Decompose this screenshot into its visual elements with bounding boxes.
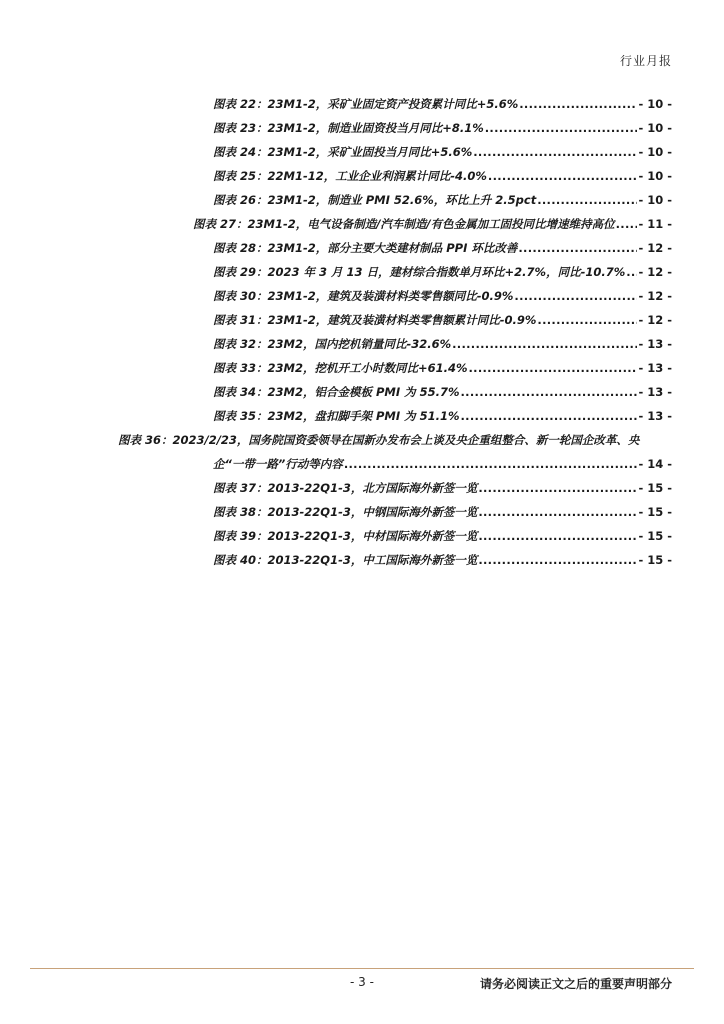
toc-leader-dots [461, 408, 638, 424]
toc-entry-label: 图表 37：2013-22Q1-3，北方国际海外新签一览 [213, 481, 478, 495]
toc-entry-39[interactable] [213, 528, 672, 544]
toc-entry-23[interactable] [213, 120, 672, 136]
toc-page-number: - 11 - [638, 217, 672, 231]
toc-entry-32[interactable] [213, 336, 672, 352]
toc-entry-label: 图表 22：23M1-2，采矿业固定资产投资累计同比+5.6% [213, 97, 519, 111]
toc-entry-label: 图表 40：2013-22Q1-3，中工国际海外新签一览 [213, 553, 478, 567]
toc-leader-dots [485, 120, 638, 136]
toc-entry-34[interactable] [213, 384, 672, 400]
toc-leader-dots [452, 336, 637, 352]
footer-divider [30, 968, 694, 969]
toc-page-number: - 10 - [638, 121, 672, 135]
toc-entry-37[interactable] [213, 480, 672, 496]
footer-page-number: - 3 - [350, 975, 374, 989]
toc-entry-label: 图表 31：23M1-2，建筑及装潢材料类零售额累计同比-0.9% [213, 313, 537, 327]
toc-page-number: - 13 - [638, 361, 672, 375]
toc-leader-dots [473, 144, 637, 160]
toc-page-number: - 14 - [638, 457, 672, 471]
toc-entry-31[interactable] [213, 312, 672, 328]
toc-entry-label: 图表 26：23M1-2，制造业 PMI 52.6%，环比上升 2.5pct [213, 193, 537, 207]
toc-page-number: - 12 - [638, 265, 672, 279]
toc-leader-dots [469, 360, 638, 376]
toc-entry-label: 图表 29：2023 年 3 月 13 日，建材综合指数单月环比+2.7%，同比-10.7% [213, 265, 626, 279]
toc-entry-30[interactable] [213, 288, 672, 304]
toc-entry-label: 图表 34：23M2，铝合金模板 PMI 为 55.7% [213, 385, 460, 399]
toc-entry-label: 图表 27：23M1-2，电气设备制造/汽车制造/有色金属加工固投同比增速维持高位 [193, 217, 615, 231]
footer-disclaimer-note: 请务必阅读正文之后的重要声明部分 [479, 977, 672, 991]
toc-leader-dots [478, 528, 637, 544]
toc-entry-28[interactable] [213, 240, 672, 256]
toc-leader-dots [478, 480, 637, 496]
toc-leader-dots [537, 192, 637, 208]
toc-leader-dots [478, 504, 637, 520]
toc-leader-dots [616, 216, 638, 232]
toc-leader-dots [519, 96, 637, 112]
toc-entry-35[interactable] [213, 408, 672, 424]
toc-entry-label: 图表 25：22M1-12，工业企业利润累计同比-4.0% [213, 169, 487, 183]
toc-entry-26[interactable] [213, 192, 672, 208]
toc-entry-label: 图表 24：23M1-2，采矿业固投当月同比+5.6% [213, 145, 473, 159]
toc-entry-label: 图表 38：2013-22Q1-3，中钢国际海外新签一览 [213, 505, 478, 519]
toc-page-number: - 13 - [638, 337, 672, 351]
toc-page-number: - 10 - [638, 97, 672, 111]
toc-page-number: - 13 - [638, 385, 672, 399]
toc-entry-label: 图表 36：2023/2/23，国务院国资委领导在国新办发布会上谈及央企重组整合、新一轮国企改革、央 [118, 433, 640, 447]
toc-entry-label: 图表 33：23M2，挖机开工小时数同比+61.4% [213, 361, 468, 375]
report-type-header: 行业月报 [619, 54, 672, 68]
toc-entry-29[interactable] [213, 264, 672, 280]
toc-leader-dots [518, 240, 637, 256]
toc-leader-dots [344, 456, 638, 472]
toc-entry-25[interactable] [213, 168, 672, 184]
toc-entry-label: 图表 39：2013-22Q1-3，中材国际海外新签一览 [213, 529, 478, 543]
toc-entry-36-continued[interactable] [213, 456, 672, 472]
toc-entry-label: 企“一带一路”行动等内容 [213, 457, 343, 471]
toc-entry-33[interactable] [213, 360, 672, 376]
toc-entry-label: 图表 30：23M1-2，建筑及装潢材料类零售额同比-0.9% [213, 289, 514, 303]
toc-leader-dots [478, 552, 637, 568]
toc-leader-dots [537, 312, 637, 328]
toc-page-number: - 12 - [638, 241, 672, 255]
toc-entry-22[interactable] [213, 96, 672, 112]
toc-entry-40[interactable] [213, 552, 672, 568]
toc-page-number: - 10 - [638, 169, 672, 183]
toc-entry-27[interactable] [193, 216, 672, 232]
toc-page-number: - 12 - [638, 289, 672, 303]
toc-entry-38[interactable] [213, 504, 672, 520]
toc-entry-label: 图表 35：23M2，盘扣脚手架 PMI 为 51.1% [213, 409, 460, 423]
toc-entry-36[interactable] [118, 432, 678, 448]
toc-page-number: - 10 - [638, 145, 672, 159]
toc-page-number: - 10 - [638, 193, 672, 207]
toc-entry-24[interactable] [213, 144, 672, 160]
toc-entry-label: 图表 23：23M1-2，制造业固资投当月同比+8.1% [213, 121, 484, 135]
toc-entry-label: 图表 28：23M1-2，部分主要大类建材制品 PPI 环比改善 [213, 241, 518, 255]
toc-page-number: - 15 - [638, 505, 672, 519]
toc-leader-dots [461, 384, 638, 400]
toc-page-number: - 13 - [638, 409, 672, 423]
toc-page-number: - 15 - [638, 481, 672, 495]
toc-page-number: - 12 - [638, 313, 672, 327]
toc-leader-dots [488, 168, 638, 184]
toc-leader-dots [514, 288, 637, 304]
toc-leader-dots [626, 264, 637, 280]
toc-page-number: - 15 - [638, 553, 672, 567]
toc-page-number: - 15 - [638, 529, 672, 543]
toc-entry-label: 图表 32：23M2，国内挖机销量同比-32.6% [213, 337, 452, 351]
